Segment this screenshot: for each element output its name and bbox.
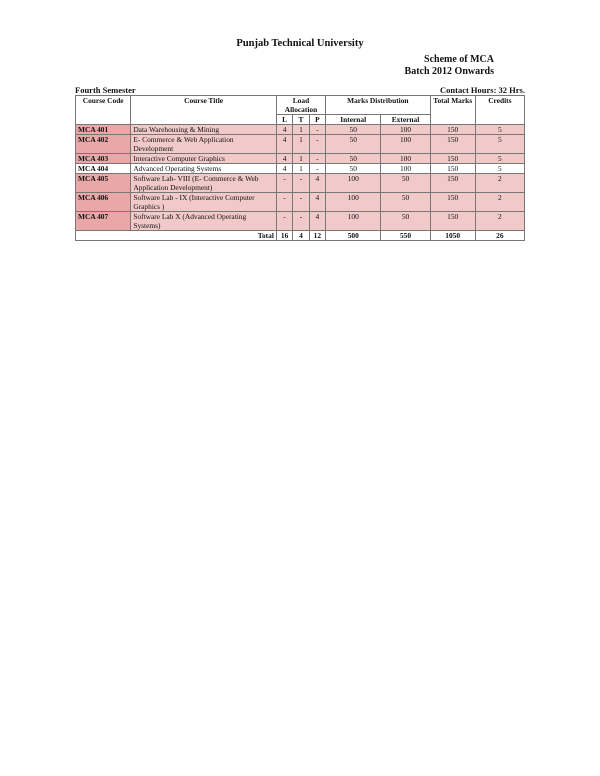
marks-internal: 50 [326,164,381,174]
university-title: Punjab Technical University [236,38,364,49]
course-title: Advanced Operating Systems [131,164,277,174]
total-credits: 26 [475,231,524,241]
marks-external: 50 [381,174,430,193]
course-code: MCA 402 [76,135,131,154]
header-credits: Credits [475,96,524,125]
load-l: 4 [276,154,292,164]
table-row [76,212,525,231]
marks-external: 50 [381,212,430,231]
load-t: - [293,212,309,231]
total-label: Total [76,231,277,241]
header-p: P [309,115,325,125]
total-marks: 150 [430,174,475,193]
table-row [76,164,525,174]
marks-internal: 50 [326,154,381,164]
course-title: Software Lab - IX (Interactive Computer Graphics ) [131,193,277,212]
credits: 2 [475,174,524,193]
course-title: Software Lab X (Advanced Operating Systems) [131,212,277,231]
course-title: Interactive Computer Graphics [131,154,277,164]
total-external: 550 [381,231,430,241]
header-total: Total Marks [430,96,475,125]
course-code: MCA 405 [76,174,131,193]
load-t: 1 [293,125,309,135]
load-p: - [309,164,325,174]
load-t: 1 [293,154,309,164]
total-marks: 150 [430,154,475,164]
load-p: - [309,135,325,154]
marks-external: 100 [381,164,430,174]
header-row [76,96,525,115]
load-l: 4 [276,125,292,135]
scheme-table [75,95,525,241]
course-title: Data Warehousing & Mining [131,125,277,135]
marks-external: 100 [381,125,430,135]
load-p: - [309,154,325,164]
load-l: 4 [276,135,292,154]
total-t: 4 [293,231,309,241]
header-l: L [276,115,292,125]
load-t: 1 [293,164,309,174]
load-l: 4 [276,164,292,174]
credits: 2 [475,193,524,212]
credits: 5 [475,154,524,164]
load-t: - [293,193,309,212]
marks-internal: 100 [326,212,381,231]
course-code: MCA 407 [76,212,131,231]
course-code: MCA 404 [76,164,131,174]
total-l: 16 [276,231,292,241]
credits: 5 [475,164,524,174]
header-t: T [293,115,309,125]
course-title: Software Lab- VIII (E- Commerce & Web Application Development) [131,174,277,193]
marks-internal: 100 [326,174,381,193]
semester-label: Fourth Semester [75,85,136,95]
marks-internal: 50 [326,135,381,154]
load-t: 1 [293,135,309,154]
table-row [76,174,525,193]
total-total: 1050 [430,231,475,241]
total-marks: 150 [430,164,475,174]
scheme-title: Scheme of MCA [424,54,494,65]
load-p: 4 [309,193,325,212]
marks-external: 100 [381,154,430,164]
load-l: - [276,212,292,231]
table-row [76,125,525,135]
header-load: Load Allocation [276,96,325,115]
total-marks: 150 [430,125,475,135]
credits: 2 [475,212,524,231]
header-marks: Marks Distribution [326,96,431,115]
load-p: 4 [309,174,325,193]
course-code: MCA 406 [76,193,131,212]
marks-external: 50 [381,193,430,212]
contact-hours: Contact Hours: 32 Hrs. [440,85,525,95]
table-row [76,193,525,212]
batch-label: Batch 2012 Onwards [404,66,494,77]
load-l: - [276,174,292,193]
course-code: MCA 403 [76,154,131,164]
load-t: - [293,174,309,193]
credits: 5 [475,125,524,135]
load-p: 4 [309,212,325,231]
header-internal: Internal [326,115,381,125]
table-row [76,154,525,164]
load-p: - [309,125,325,135]
credits: 5 [475,135,524,154]
load-l: - [276,193,292,212]
marks-external: 100 [381,135,430,154]
total-marks: 150 [430,135,475,154]
marks-internal: 100 [326,193,381,212]
header-external: External [381,115,430,125]
total-row [76,231,525,241]
scheme-block [405,54,494,78]
table-row [76,135,525,154]
total-marks: 150 [430,193,475,212]
marks-internal: 50 [326,125,381,135]
course-title: E- Commerce & Web Application Development [131,135,277,154]
total-p: 12 [309,231,325,241]
total-marks: 150 [430,212,475,231]
total-internal: 500 [326,231,381,241]
header-code: Course Code [76,96,131,125]
course-code: MCA 401 [76,125,131,135]
header-title: Course Title [131,96,277,125]
